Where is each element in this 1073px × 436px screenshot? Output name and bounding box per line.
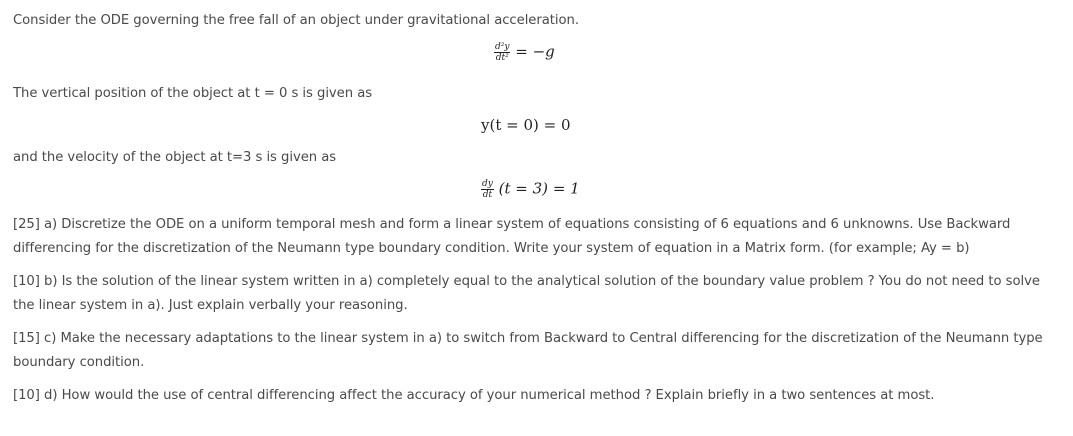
ode-equation bbox=[494, 42, 555, 63]
velocity-equation bbox=[481, 179, 580, 200]
position-equation bbox=[481, 116, 571, 134]
velocity-denominator: dt bbox=[482, 190, 493, 200]
ode-denominator: dt² bbox=[495, 53, 509, 63]
ode-numerator: d²y bbox=[495, 42, 510, 52]
question-a: [25] a) Discretize the ODE on a uniform temporal mesh and form a linear system of equations consisting of 6 equations and 6 unknowns. Use Backward differencing for the discretization of the Neumann type boundary condition. Write your system of equation in a Matrix form. (for example; Ay = b) bbox=[13, 217, 1011, 256]
question-d: [10] d) How would the use of central differencing affect the accuracy of your numerical method ? Explain briefly in a two sentences at most. bbox=[13, 388, 935, 403]
question-b: [10] b) Is the solution of the linear system written in a) completely equal to the analytical solution of the boundary value problem ? You do not need to solve the linear system in a). Just explain verbally your reasoning. bbox=[13, 274, 1040, 313]
velocity-fraction bbox=[481, 179, 494, 200]
position-text: The vertical position of the object at t = 0 s is given as bbox=[13, 86, 373, 101]
velocity-text: and the velocity of the object at t=3 s is given as bbox=[13, 150, 337, 165]
position-lhs: y(t = 0) bbox=[481, 116, 539, 134]
question-c: [15] c) Make the necessary adaptations to the linear system in a) to switch from Backward to Central differencing for the discretization of the Neumann type boundary condition. bbox=[13, 331, 1043, 370]
ode-fraction bbox=[494, 42, 510, 63]
intro-text: Consider the ODE governing the free fall of an object under gravitational acceleration. bbox=[13, 13, 579, 28]
velocity-arg: (t = 3) bbox=[498, 179, 549, 198]
ode-rhs: = −g bbox=[515, 42, 555, 61]
velocity-numerator: dy bbox=[482, 179, 493, 189]
position-rhs: = 0 bbox=[543, 116, 571, 134]
velocity-rhs: = 1 bbox=[552, 179, 580, 198]
